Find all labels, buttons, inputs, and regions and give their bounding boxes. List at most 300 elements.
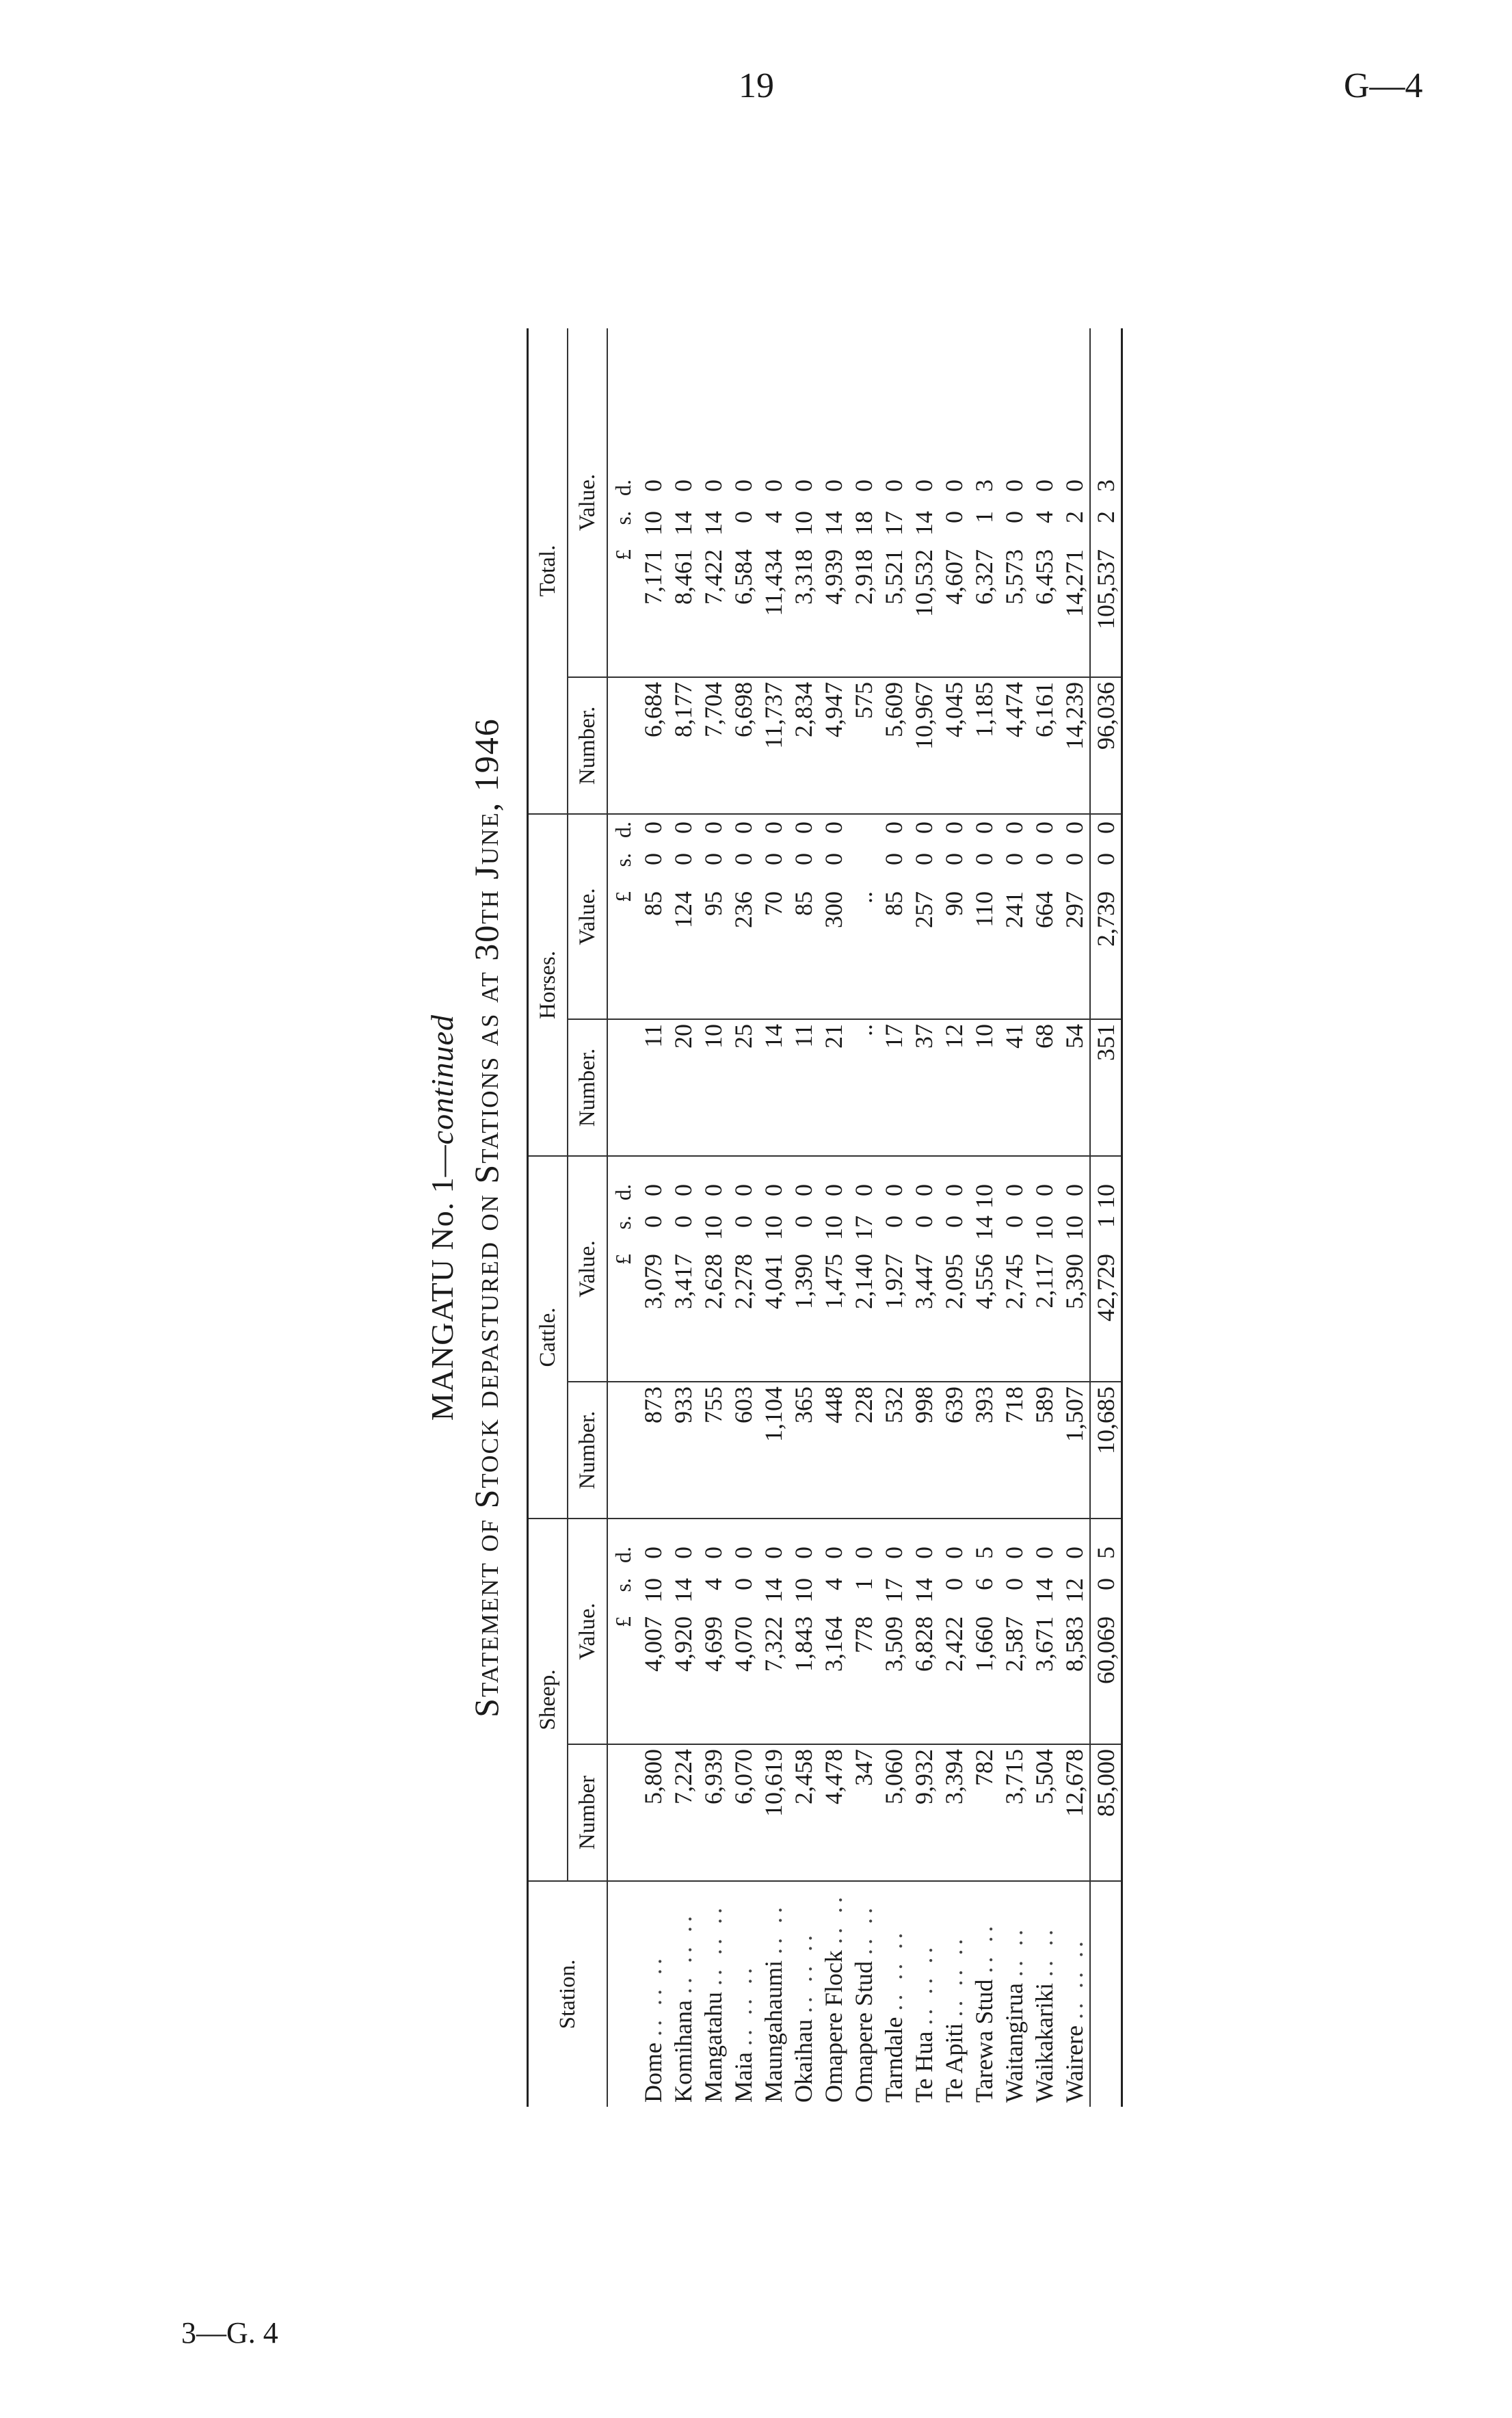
unit-shilling: s. xyxy=(611,511,635,525)
horses-shillings: 0 xyxy=(1031,853,1058,865)
sheep-value xyxy=(758,1519,788,1744)
horses-number: 37 xyxy=(909,1019,939,1156)
document-code: G—4 xyxy=(1344,66,1423,105)
sheep-number: 9,932 xyxy=(909,1744,939,1881)
cattle-value xyxy=(939,1156,969,1382)
sheep-pounds: 1,843 xyxy=(790,1616,817,1672)
table-subtitle: Statement of Stock depastured on Stations as at 30th June, 1946 xyxy=(467,718,505,1718)
sheep-pounds: 4,699 xyxy=(700,1616,727,1672)
sheep-number: 6,939 xyxy=(698,1744,728,1881)
cattle-shillings: 17 xyxy=(850,1215,877,1240)
cattle-value xyxy=(788,1156,819,1382)
sheep-pounds: 778 xyxy=(850,1616,877,1653)
horses-value xyxy=(1029,814,1059,1019)
horses-number: 20 xyxy=(668,1019,698,1156)
cattle-shillings: 0 xyxy=(790,1215,817,1228)
leader-dots: .. .. xyxy=(970,1921,998,1973)
total-cattle-pounds: 42,729 xyxy=(1092,1254,1119,1322)
horses-number: 41 xyxy=(999,1019,1029,1156)
station-cell xyxy=(939,1881,969,2107)
sheep-pounds: 3,164 xyxy=(820,1616,847,1672)
leader-dots: .. .. xyxy=(760,1903,787,1955)
cattle-value xyxy=(909,1156,939,1382)
total-shillings: 0 xyxy=(730,511,757,523)
sheep-shillings: 10 xyxy=(790,1578,817,1603)
leader-dots: .. .. .. xyxy=(940,1934,968,2017)
total-pounds: 2,918 xyxy=(850,549,877,605)
total-number: 2,834 xyxy=(788,677,819,814)
horses-pounds: 85 xyxy=(639,891,667,916)
table-row xyxy=(1029,328,1059,2107)
unit-pound: £ xyxy=(611,549,635,560)
cattle-shillings: 10 xyxy=(820,1215,847,1240)
cattle-shillings: 0 xyxy=(940,1215,968,1228)
sheep-pounds: 1,660 xyxy=(970,1616,998,1672)
grand-total-shillings: 2 xyxy=(1092,511,1119,523)
sheep-pence: 0 xyxy=(880,1547,907,1559)
cattle-number: 1,507 xyxy=(1059,1382,1090,1519)
horses-shillings: 0 xyxy=(760,853,787,865)
leader-dots: .. .. .. xyxy=(880,1928,907,2011)
sheep-shillings: 14 xyxy=(1031,1578,1058,1603)
cattle-shillings: 0 xyxy=(639,1215,667,1228)
station-cell xyxy=(728,1881,758,2107)
totals-row xyxy=(1090,328,1122,2107)
total-number: 4,045 xyxy=(939,677,969,814)
title-prefix: MANGATU No. 1— xyxy=(425,1144,460,1421)
cattle-number: 998 xyxy=(909,1382,939,1519)
sheep-value xyxy=(788,1519,819,1744)
horses-shillings: 0 xyxy=(700,853,727,865)
cattle-pounds: 1,390 xyxy=(790,1254,817,1309)
horses-pence: 0 xyxy=(1061,822,1088,834)
cattle-value xyxy=(879,1156,909,1382)
cattle-number: 755 xyxy=(698,1382,728,1519)
total-pounds: 6,584 xyxy=(730,549,757,605)
table-row xyxy=(999,328,1029,2107)
total-pounds: 11,434 xyxy=(760,549,787,616)
station-cell xyxy=(638,1881,668,2107)
total-value xyxy=(879,328,909,677)
station-name: Te Apiti xyxy=(940,2023,968,2103)
cattle-shillings: 14 xyxy=(970,1215,998,1240)
horses-shillings: 0 xyxy=(730,853,757,865)
sheep-pence: 0 xyxy=(1031,1547,1058,1559)
horses-number: 54 xyxy=(1059,1019,1090,1156)
cattle-number: 365 xyxy=(788,1382,819,1519)
sheep-shillings: 10 xyxy=(639,1578,667,1603)
horses-pounds: 90 xyxy=(940,891,968,916)
total-pence: 0 xyxy=(790,479,817,492)
horses-pounds: 300 xyxy=(820,891,847,928)
cattle-value xyxy=(698,1156,728,1382)
total-horses-shillings: 0 xyxy=(1092,853,1119,865)
cattle-pounds: 1,475 xyxy=(820,1254,847,1309)
total-value xyxy=(1029,328,1059,677)
total-number: 14,239 xyxy=(1059,677,1090,814)
horses-pounds: 85 xyxy=(790,891,817,916)
stock-table xyxy=(527,328,1123,2107)
sheep-shillings: 6 xyxy=(970,1578,998,1590)
total-pounds: 7,171 xyxy=(639,549,667,605)
cattle-pounds: 2,278 xyxy=(730,1254,757,1309)
total-sheep-shillings: 0 xyxy=(1092,1578,1119,1590)
horses-value xyxy=(969,814,999,1019)
total-shillings: 14 xyxy=(669,511,697,536)
horses-number: 10 xyxy=(969,1019,999,1156)
table-row xyxy=(939,328,969,2107)
cattle-shillings: 10 xyxy=(1061,1215,1088,1240)
leader-dots: .. .. xyxy=(820,1893,847,1945)
station-cell xyxy=(668,1881,698,2107)
total-value xyxy=(909,328,939,677)
total-number: 6,161 xyxy=(1029,677,1059,814)
cattle-pence: 0 xyxy=(940,1184,968,1196)
station-name: Tarewa Stud xyxy=(970,1979,998,2103)
horses-shillings: 0 xyxy=(820,853,847,865)
total-pounds: 6,327 xyxy=(970,549,998,605)
sheep-value xyxy=(668,1519,698,1744)
cattle-pence: 0 xyxy=(850,1184,877,1196)
horses-value xyxy=(849,814,879,1019)
total-shillings: 14 xyxy=(910,511,938,536)
cattle-pounds: 3,079 xyxy=(639,1254,667,1309)
total-shillings: 14 xyxy=(820,511,847,536)
sheep-pence: 5 xyxy=(970,1547,998,1559)
station-cell xyxy=(758,1881,788,2107)
sheep-value xyxy=(728,1519,758,1744)
cattle-shillings: 10 xyxy=(760,1215,787,1240)
page-number: 19 xyxy=(739,66,774,105)
sheep-shillings: 4 xyxy=(700,1578,727,1590)
total-number: 7,704 xyxy=(698,677,728,814)
horses-value xyxy=(999,814,1029,1019)
leader-dots: .. .. xyxy=(1031,1925,1058,1977)
cattle-number: 639 xyxy=(939,1382,969,1519)
cattle-pence: 0 xyxy=(700,1184,727,1196)
grand-total-pounds: 105,537 xyxy=(1092,549,1119,629)
horses-shillings: 0 xyxy=(669,853,697,865)
horses-pence: 0 xyxy=(700,822,727,834)
horses-number: 68 xyxy=(1029,1019,1059,1156)
horses-number: 21 xyxy=(819,1019,849,1156)
total-value xyxy=(819,328,849,677)
station-cell xyxy=(879,1881,909,2107)
total-pounds: 4,939 xyxy=(820,549,847,605)
sheep-pounds: 3,509 xyxy=(880,1616,907,1672)
horses-shillings: 0 xyxy=(639,853,667,865)
sheep-shillings: 1 xyxy=(850,1578,877,1590)
total-pence: 0 xyxy=(880,479,907,492)
sheep-value xyxy=(999,1519,1029,1744)
sheep-number: 6,070 xyxy=(728,1744,758,1881)
horses-pounds: 124 xyxy=(669,891,697,928)
horses-pounds: .. xyxy=(850,891,877,904)
total-shillings: 14 xyxy=(700,511,727,536)
cattle-number: 718 xyxy=(999,1382,1029,1519)
cattle-shillings: 10 xyxy=(1031,1215,1058,1240)
sheep-number: 7,224 xyxy=(668,1744,698,1881)
total-pence: 0 xyxy=(910,479,938,492)
cattle-pounds: 2,745 xyxy=(1000,1254,1028,1309)
cattle-value xyxy=(969,1156,999,1382)
total-number: 4,947 xyxy=(819,677,849,814)
total-horses-pence: 0 xyxy=(1092,822,1119,834)
sheep-pounds: 7,322 xyxy=(760,1616,787,1672)
total-shillings: 1 xyxy=(970,511,998,523)
table-row xyxy=(819,328,849,2107)
horses-number: 14 xyxy=(758,1019,788,1156)
horses-number: 11 xyxy=(638,1019,668,1156)
horses-shillings: 0 xyxy=(790,853,817,865)
sheep-value xyxy=(879,1519,909,1744)
cattle-shillings: 0 xyxy=(910,1215,938,1228)
cattle-shillings: 10 xyxy=(700,1215,727,1240)
sheep-pounds: 6,828 xyxy=(910,1616,938,1672)
sheep-value xyxy=(1029,1519,1059,1744)
leader-dots: .. .. .. xyxy=(730,1964,757,2047)
sheep-shillings: 0 xyxy=(940,1578,968,1590)
total-shillings: 17 xyxy=(880,511,907,536)
sheep-pence: 0 xyxy=(1061,1547,1088,1559)
station-cell xyxy=(698,1881,728,2107)
sheep-pounds: 8,583 xyxy=(1061,1616,1088,1672)
unit-pound: £ xyxy=(611,1254,635,1265)
horses-shillings: 0 xyxy=(1000,853,1028,865)
station-name: Te Hua xyxy=(910,2031,938,2103)
horses-pounds: 241 xyxy=(1000,891,1028,928)
cattle-number: 589 xyxy=(1029,1382,1059,1519)
horses-number: 17 xyxy=(879,1019,909,1156)
horses-pounds: 236 xyxy=(730,891,757,928)
sheep-pence: 0 xyxy=(669,1547,697,1559)
total-shillings: 2 xyxy=(1061,511,1088,523)
horses-value xyxy=(668,814,698,1019)
cattle-number: 1,104 xyxy=(758,1382,788,1519)
horses-value xyxy=(788,814,819,1019)
horses-shillings: 0 xyxy=(970,853,998,865)
cattle-value-header: Value. xyxy=(568,1156,607,1382)
sheep-number-header: Number xyxy=(568,1744,607,1881)
sheep-value xyxy=(819,1519,849,1744)
title-continued: continued xyxy=(425,1014,460,1145)
horses-value xyxy=(879,814,909,1019)
horses-pence: 0 xyxy=(669,822,697,834)
unit-shilling: s. xyxy=(611,853,635,867)
station-name: Maungahaumi xyxy=(760,1960,787,2103)
horses-value xyxy=(819,814,849,1019)
total-pence: 0 xyxy=(1000,479,1028,492)
sheep-pence: 0 xyxy=(790,1547,817,1559)
horses-value xyxy=(909,814,939,1019)
horses-value-header: Value. xyxy=(568,814,607,1019)
total-number-header: Number. xyxy=(568,677,607,814)
sheep-pence: 0 xyxy=(1000,1547,1028,1559)
horses-value xyxy=(698,814,728,1019)
leader-dots: .. .. .. xyxy=(639,1954,667,2037)
sheep-pence: 0 xyxy=(639,1547,667,1559)
total-number: 6,684 xyxy=(638,677,668,814)
cattle-number: 228 xyxy=(849,1382,879,1519)
rotated-table-region xyxy=(424,328,1190,2107)
cattle-pounds: 2,095 xyxy=(940,1254,968,1309)
table-row xyxy=(849,328,879,2107)
horses-pence: 0 xyxy=(760,822,787,834)
total-shillings: 0 xyxy=(1000,511,1028,523)
horses-pence: 0 xyxy=(1031,822,1058,834)
cattle-number: 532 xyxy=(879,1382,909,1519)
station-name: Dome xyxy=(639,2042,667,2103)
sheep-value xyxy=(939,1519,969,1744)
sheep-value xyxy=(969,1519,999,1744)
total-number: 575 xyxy=(849,677,879,814)
horses-pence: 0 xyxy=(1000,822,1028,834)
cattle-number-header: Number. xyxy=(568,1382,607,1519)
horses-pounds: 95 xyxy=(700,891,727,916)
total-pounds: 10,532 xyxy=(910,549,938,617)
total-pence: 0 xyxy=(760,479,787,492)
horses-number: 12 xyxy=(939,1019,969,1156)
grand-total-pence: 3 xyxy=(1092,479,1119,492)
total-shillings: 10 xyxy=(790,511,817,536)
table-row xyxy=(698,328,728,2107)
total-pence: 0 xyxy=(820,479,847,492)
total-pounds: 14,271 xyxy=(1061,549,1088,617)
station-cell xyxy=(1029,1881,1059,2107)
leader-dots: .. .. .. xyxy=(790,1931,817,2014)
sheep-shillings: 14 xyxy=(669,1578,697,1603)
cattle-value xyxy=(849,1156,879,1382)
cattle-pounds: 4,556 xyxy=(970,1254,998,1309)
total-value xyxy=(999,328,1029,677)
sheep-number: 4,478 xyxy=(819,1744,849,1881)
cattle-pounds: 3,447 xyxy=(910,1254,938,1309)
station-name: Mangatahu xyxy=(700,1992,727,2103)
total-pence: 0 xyxy=(669,479,697,492)
horses-pence: 0 xyxy=(730,822,757,834)
station-cell xyxy=(1059,1881,1090,2107)
cattle-value xyxy=(999,1156,1029,1382)
table-row xyxy=(788,328,819,2107)
horses-shillings: 0 xyxy=(880,853,907,865)
total-sheep-pence: 5 xyxy=(1092,1547,1119,1559)
unit-shilling: s. xyxy=(611,1578,635,1592)
station-header: Station. xyxy=(528,1881,608,2107)
leader-dots: .. .. .. xyxy=(700,1904,727,1986)
horses-shillings: 0 xyxy=(940,853,968,865)
total-value xyxy=(638,328,668,677)
station-cell xyxy=(909,1881,939,2107)
total-number: 10,967 xyxy=(909,677,939,814)
total-pence: 0 xyxy=(700,479,727,492)
cattle-value xyxy=(668,1156,698,1382)
table-row xyxy=(879,328,909,2107)
total-value xyxy=(698,328,728,677)
cattle-pence: 0 xyxy=(820,1184,847,1196)
station-cell xyxy=(969,1881,999,2107)
cattle-pounds: 1,927 xyxy=(880,1254,907,1309)
cattle-pounds: 2,628 xyxy=(700,1254,727,1309)
total-shillings: 4 xyxy=(1031,511,1058,523)
total-number: 5,609 xyxy=(879,677,909,814)
sheep-value xyxy=(1059,1519,1090,1744)
sheep-shillings: 0 xyxy=(1000,1578,1028,1590)
sheep-pence: 0 xyxy=(730,1547,757,1559)
total-horses-number: 351 xyxy=(1090,1019,1122,1156)
cattle-header: Cattle. xyxy=(528,1156,568,1519)
table-row xyxy=(668,328,698,2107)
station-name: Waikakariki xyxy=(1031,1982,1058,2103)
station-name: Wairere xyxy=(1061,2025,1088,2103)
station-name: Omapere Stud xyxy=(850,1961,877,2103)
cattle-pence: 0 xyxy=(730,1184,757,1196)
station-cell xyxy=(999,1881,1029,2107)
table-row xyxy=(758,328,788,2107)
horses-pounds: 664 xyxy=(1031,891,1058,928)
sheep-pence: 0 xyxy=(820,1547,847,1559)
total-pounds: 5,573 xyxy=(1000,549,1028,605)
leader-dots: .. .. .. xyxy=(1061,1936,1088,2019)
total-number: 8,177 xyxy=(668,677,698,814)
horses-shillings: 0 xyxy=(1061,853,1088,865)
unit-pence: d. xyxy=(611,1184,635,1200)
sheep-number: 3,394 xyxy=(939,1744,969,1881)
total-number: 11,737 xyxy=(758,677,788,814)
unit-pound: £ xyxy=(611,891,635,902)
station-name: Okaihau xyxy=(790,2019,817,2103)
leader-dots: .. .. xyxy=(1000,1925,1028,1977)
horses-pence: 0 xyxy=(820,822,847,834)
sheep-number: 782 xyxy=(969,1744,999,1881)
cattle-pence: 0 xyxy=(910,1184,938,1196)
horses-pounds: 85 xyxy=(880,891,907,916)
total-shillings: 18 xyxy=(850,511,877,536)
total-pence: 0 xyxy=(850,479,877,492)
cattle-pence: 0 xyxy=(1031,1184,1058,1196)
station-name: Omapere Flock xyxy=(820,1950,847,2103)
cattle-pence: 0 xyxy=(790,1184,817,1196)
total-sheep-number: 85,000 xyxy=(1090,1744,1122,1881)
table-row xyxy=(909,328,939,2107)
table-row xyxy=(728,328,758,2107)
cattle-number: 933 xyxy=(668,1382,698,1519)
total-value xyxy=(788,328,819,677)
sheep-shillings: 14 xyxy=(910,1578,938,1603)
footer-reference: 3—G. 4 xyxy=(181,2316,278,2350)
total-pounds: 8,461 xyxy=(669,549,697,605)
cattle-pence: 0 xyxy=(1000,1184,1028,1196)
total-pence: 0 xyxy=(1061,479,1088,492)
cattle-pounds: 5,390 xyxy=(1061,1254,1088,1309)
total-pounds: 5,521 xyxy=(880,549,907,605)
sheep-number: 2,458 xyxy=(788,1744,819,1881)
total-pence: 0 xyxy=(639,479,667,492)
cattle-number: 603 xyxy=(728,1382,758,1519)
sheep-number: 10,619 xyxy=(758,1744,788,1881)
station-name: Tarndale xyxy=(880,2016,907,2103)
cattle-number: 448 xyxy=(819,1382,849,1519)
total-cattle-pence: 10 xyxy=(1092,1184,1119,1209)
sheep-shillings: 4 xyxy=(820,1578,847,1590)
sheep-shillings: 17 xyxy=(880,1578,907,1603)
unit-pence: d. xyxy=(611,479,635,496)
sheep-pounds: 4,007 xyxy=(639,1616,667,1672)
total-number: 1,185 xyxy=(969,677,999,814)
sheep-number: 3,715 xyxy=(999,1744,1029,1881)
horses-pence: 0 xyxy=(639,822,667,834)
horses-header: Horses. xyxy=(528,814,568,1156)
total-pence: 3 xyxy=(970,479,998,492)
